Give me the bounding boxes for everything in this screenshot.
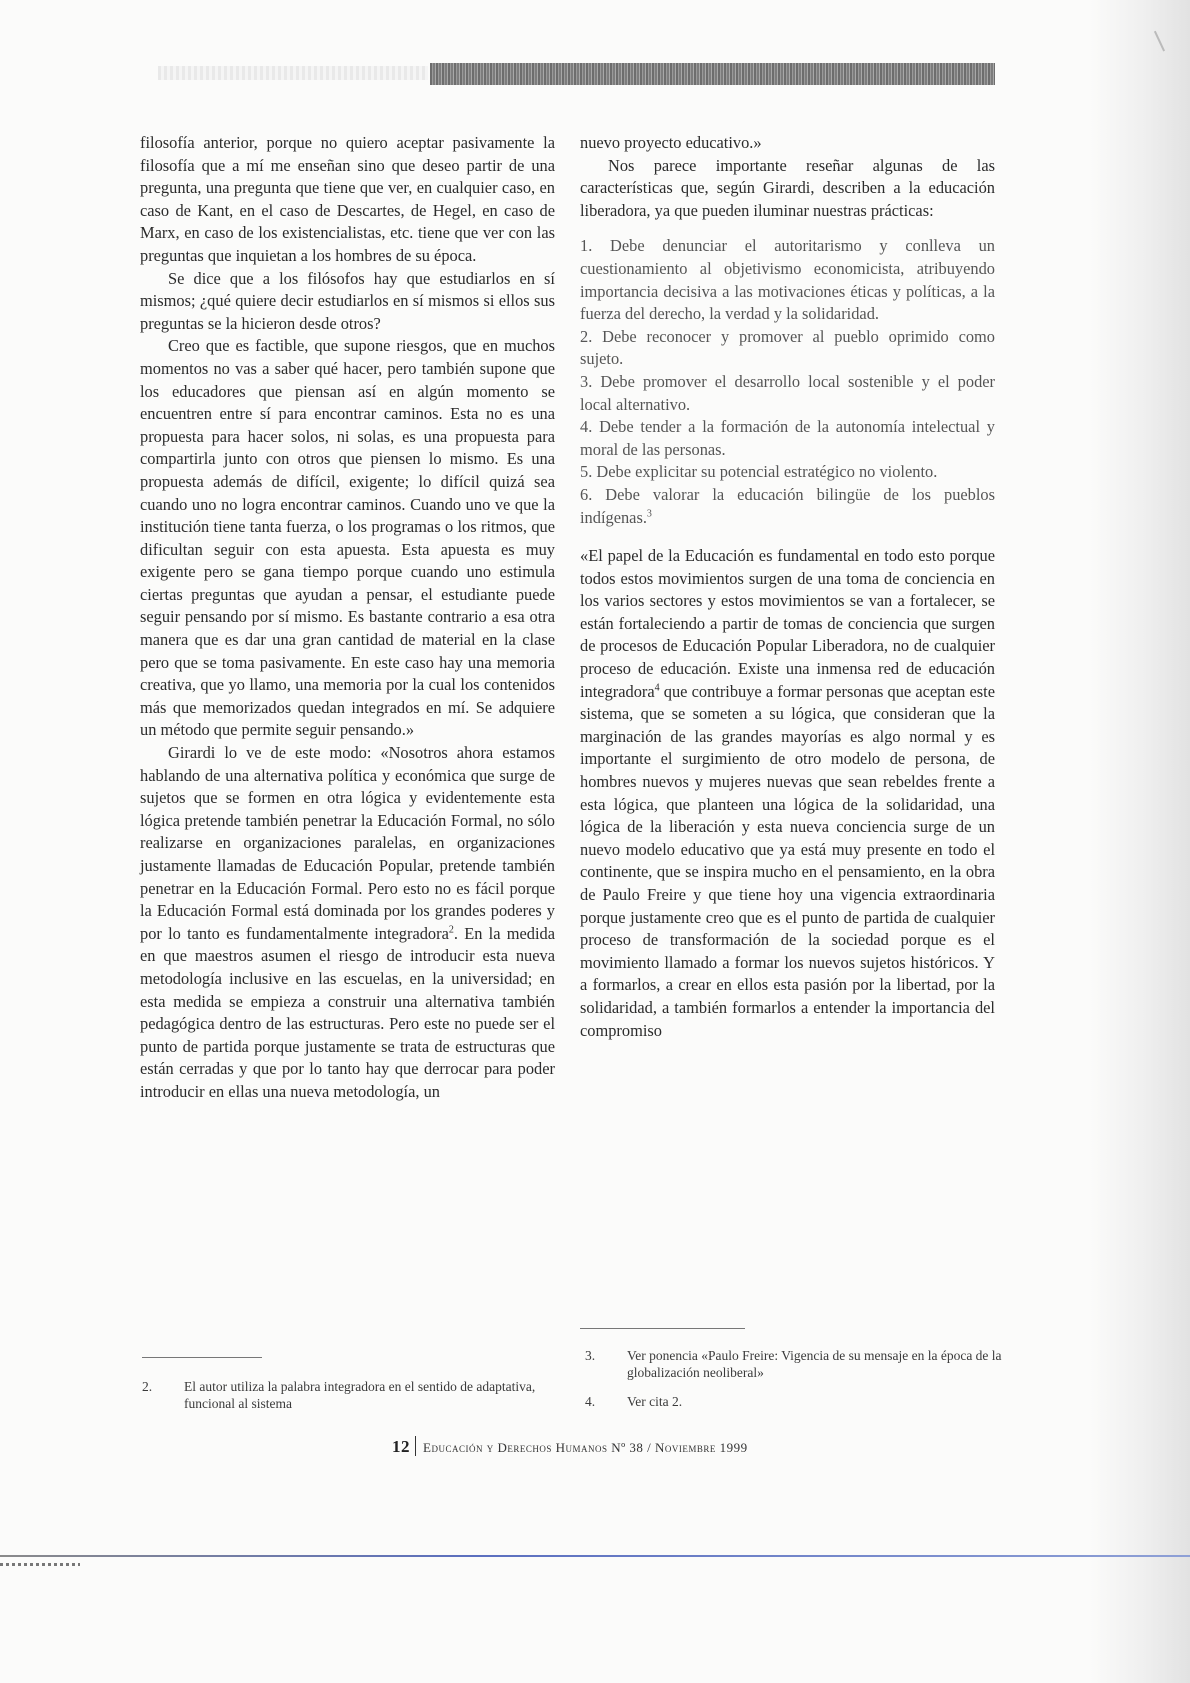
text-run: 6. Debe valorar la educación bilingüe de los pueblos indígenas. xyxy=(580,484,995,527)
paragraph: nuevo proyecto educativo.» xyxy=(580,133,762,152)
footnote-ref: 2 xyxy=(448,924,454,936)
text-run: «El papel de la Educación es fundamental en todo esto porque todos estos movimientos surgen de una toma de conciencia en los varios sectores y estos movimientos se van a fortalecer, se están fortaleciendo a partir de tomas de conciencia que surgen de procesos de Educación Popular Liberadora, no de cualquier proceso de educación. Existe una inmensa red de educación integradora xyxy=(580,546,995,701)
list-item: 3. Debe promover el desarrollo local sostenible y el poder local alternativo. xyxy=(580,371,995,414)
right-column xyxy=(580,132,995,1042)
footnote-ref: 3 xyxy=(646,508,652,520)
list-item: 1. Debe denunciar el autoritarismo y conlleva un cuestionamiento al objetivismo economicista, atribuyendo importancia decisiva a las motivaciones éticas y políticas, a la fuerza del derecho, la verdad y la solidaridad. xyxy=(580,236,995,324)
page-number: 12 xyxy=(392,1437,410,1456)
text-run: Girardi lo ve de este modo: «Nosotros ahora estamos hablando de una alternativa política y económica que surge de sujetos que se formen en otra lógica y evidentemente esta lógica pretende también penetrar la Educación Formal, no sólo realizarse en organizaciones paralelas, en organizaciones justamente llamadas de Educación Popular, pretende también penetrar en la Educación Formal. Pero esto no es fácil porque la Educación Formal está dominada por los grandes poderes y por lo tanto es fundamentalmente integradora xyxy=(140,743,555,943)
header-band xyxy=(430,63,995,85)
footnote-number: 3. xyxy=(585,1348,596,1363)
text-run: que contribuye a formar personas que aceptan este sistema, que se someten a su lógica, que consideran que la marginación de las grandes mayorías es algo normal y es importante el surgimiento de otro modelo de persona, de hombres nuevos y mujeres nuevas que sean rebeldes frente a esta lógica, que planteen una lógica de la solidaridad, una lógica de la liberación y esta nueva conciencia surge de un nuevo modelo educativo que ya está muy presente en todo el continente, que se inspira mucho en el pensamiento, en la obra de Paulo Freire y que tiene hoy una vigencia extraordinaria porque justamente creo que es el punto de partida de cualquier proceso de transformación de la sociedad porque es el movimiento llamado a formar los nuevos sujetos históricos. Y a formarlos, a crear en ellos esta pasión por la libertad, por la solidaridad, a también formarlos a entender la importancia del compromiso xyxy=(580,681,995,1040)
scan-edge-line xyxy=(0,1555,1190,1557)
characteristics-list xyxy=(580,235,995,529)
paragraph: Creo que es factible, que supone riesgos, que en muchos momentos no vas a saber qué hacer, pero también supone que los educadores que piensan así en algún momento se encuentren entre sí para encontrar caminos. Esta no es una propuesta para hacer solos, ni solas, es una propuesta para compartirla junto con otros que piensen lo mismo. Es una propuesta además de difícil, exigente; lo difícil quizá sea cuando uno no logra encontrar caminos. Cuando uno ve que la institución tiene tanta fuerza, o los programas o los ritmos, que dificultan seguir con esta apuesta. Esta apuesta es muy exigente pero se gana tiempo porque cuando uno estimula ciertas preguntas que ayudan a pensar, el estudiante puede seguir pensando por sí mismo. Es bastante contrario a esa otra manera que es dar una gran cantidad de material en la clase pero que se toma pasivamente. En este caso hay una memoria creativa, que yo llamo, una memoria por la cual los contenidos más que memorizados quedan integrados en mí. Se adquiere un método que permite seguir pensando.» xyxy=(140,336,555,740)
list-item: 5. Debe explicitar su potencial estratégico no violento. xyxy=(580,462,938,482)
page-footer xyxy=(392,1436,748,1458)
paragraph: Se dice que a los filósofos hay que estudiarlos en sí mismos; ¿qué quiere decir estudiarlos en sí mismos si ellos sus preguntas se la hicieron desde otros? xyxy=(140,268,555,333)
footnote-text: Ver ponencia «Paulo Freire: Vigencia de su mensaje en la época de la globalización neoliberal» xyxy=(627,1348,1002,1380)
footnote-number: 4. xyxy=(585,1394,596,1409)
folio-divider xyxy=(415,1436,416,1456)
text-run: . En la medida en que maestros asumen el riesgo de introducir esta nueva metodología inclusive en las escuelas, en la universidad; en esta medida se empieza a construir una alternativa también pedagógica dentro de las estructuras. Pero este no puede ser el punto de partida porque justamente se trata de estructuras que están cerradas y que por lo tanto hay que derrocar para poder introducir en ellas una nueva metodología, un xyxy=(140,923,555,1101)
list-item xyxy=(580,484,995,529)
paragraph: Nos parece importante reseñar algunas de las características que, según Girardi, describen a la educación liberadora, ya que pueden iluminar nuestras prácticas: xyxy=(580,155,995,220)
list-item: 4. Debe tender a la formación de la autonomía intelectual y moral de las personas. xyxy=(580,417,995,459)
footnote-number: 2. xyxy=(142,1379,153,1394)
page-edge-shadow xyxy=(1090,0,1190,1683)
list-item: 2. Debe reconocer y promover al pueblo oprimido como sujeto. xyxy=(580,326,995,369)
scan-edge-dots xyxy=(0,1563,80,1566)
footnote-rule xyxy=(142,1357,262,1358)
footnote-text: Ver cita 2. xyxy=(627,1394,683,1409)
header-faint-band xyxy=(158,66,428,80)
paragraph xyxy=(580,545,995,1042)
left-column xyxy=(140,132,555,1104)
paragraph xyxy=(140,742,555,1104)
journal-title: Educación y Derechos Humanos Nº 38 / Noviembre 1999 xyxy=(423,1440,748,1455)
paragraph: filosofía anterior, porque no quiero aceptar pasivamente la filosofía que a mí me enseñan sino que deseo partir de una pregunta, una pregunta que tiene que ver, en cualquier caso, en caso de Kant, en el caso de Descartes, de Hegel, en caso de Marx, en caso de los existencialistas, etc. tiene que ver con las preguntas que inquietan a los hombres de su época. xyxy=(140,133,555,265)
footnote-rule xyxy=(580,1328,745,1329)
footnote-text: El autor utiliza la palabra integradora en el sentido de adaptativa, funcional al sistema xyxy=(184,1379,536,1411)
footnote-ref: 4 xyxy=(654,682,660,694)
